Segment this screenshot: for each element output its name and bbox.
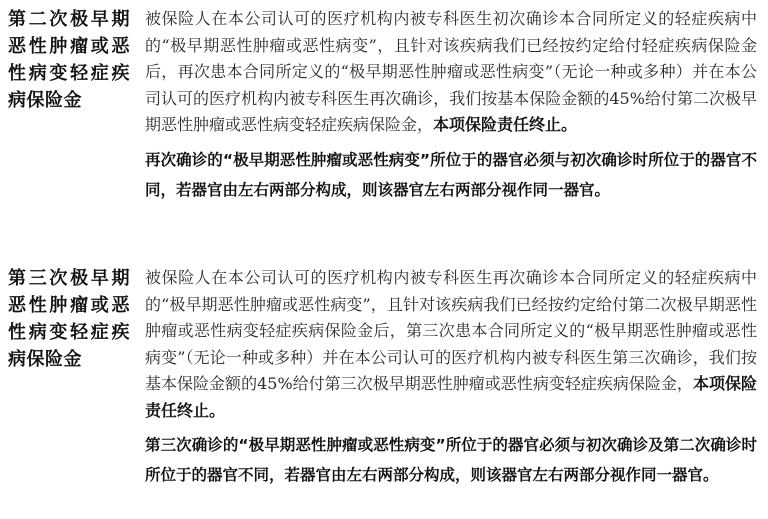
clause-body-text: 被保险人在本公司认可的医疗机构内被专科医生再次确诊本合同所定义的轻症疾病中的“极早期恶性肿瘤或恶性病变”，且针对该疾病我们已经按约定给付第二次极早期恶性肿瘤或恶性病变轻症疾病保险金后，第三次患本合同所定义的“极早期恶性肿瘤或恶性病变”（无论一种或多种）并在本公司认可的医疗机构内被专科医生第三次确诊，我们按基本保险金额的45%给付第三次极早期恶性肿瘤或恶性病变轻症疾病保险金， — [145, 268, 757, 393]
clause-body-strong: 本项保险责任终止。 — [433, 115, 578, 134]
clause-body — [145, 265, 757, 424]
clause-heading: 第二次极早期恶性肿瘤或恶性病变轻症疾病保险金 — [8, 9, 130, 111]
clause-content — [145, 265, 757, 490]
clause-content — [145, 6, 757, 205]
clause-heading: 第三次极早期恶性肿瘤或恶性病变轻症疾病保险金 — [8, 268, 130, 370]
clause-body-text: 被保险人在本公司认可的医疗机构内被专科医生初次确诊本合同所定义的轻症疾病中的“极早期恶性肿瘤或恶性病变”，且针对该疾病我们已经按约定给付轻症疾病保险金后，再次患本合同所定义的“极早期恶性肿瘤或恶性病变”（无论一种或多种）并在本公司认可的医疗机构内被专科医生再次确诊，我们按基本保险金额的45%给付第二次极早期恶性肿瘤或恶性病变轻症疾病保险金， — [145, 9, 757, 134]
clause-note: 再次确诊的“极早期恶性肿瘤或恶性病变”所位于的器官必须与初次确诊时所位于的器官不同，若器官由左右两部分构成，则该器官左右两部分视作同一器官。 — [145, 150, 757, 199]
clause-body — [145, 6, 757, 139]
clause-body-strong: 本项保险责任终止。 — [145, 374, 757, 420]
clause-note: 第三次确诊的“极早期恶性肿瘤或恶性病变”所位于的器官必须与初次确诊及第二次确诊时所位于的器官不同，若器官由左右两部分构成，则该器官左右两部分视作同一器官。 — [145, 436, 757, 484]
